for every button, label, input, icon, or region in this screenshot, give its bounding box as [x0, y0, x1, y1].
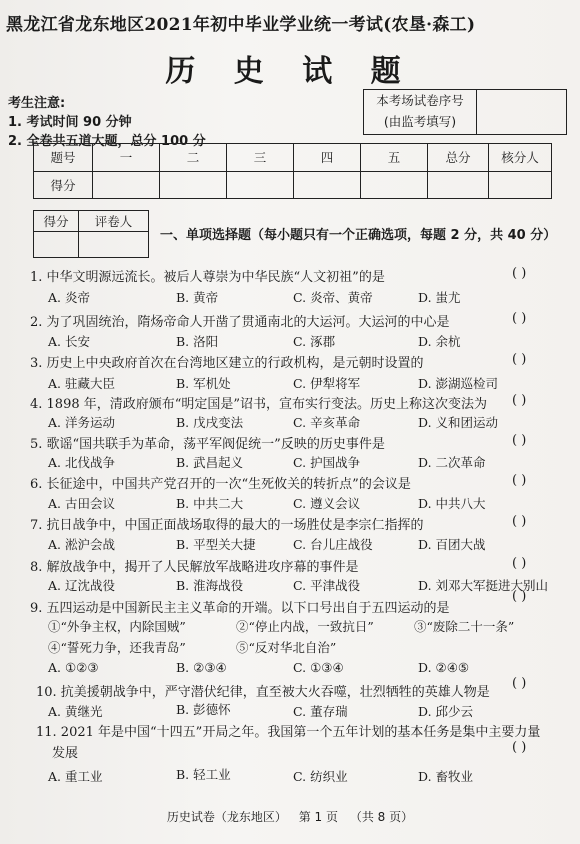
question-stem: 9. 五四运动是中国新民主主义革命的开端。以下口号出自于五四运动的是 — [30, 601, 450, 616]
notice-item-2: 2. 全卷共五道大题，总分 100 分 — [8, 134, 206, 149]
option[interactable]: C. 遵义会议 — [293, 496, 361, 511]
option[interactable]: D. 畜牧业 — [418, 769, 474, 784]
option[interactable]: A. 黄继光 — [48, 704, 103, 719]
answer-paren[interactable]: ( ) — [512, 556, 527, 571]
option[interactable]: C. 涿郡 — [293, 334, 336, 349]
grader-box — [33, 210, 149, 258]
section-one-heading: 一、单项选择题（每小题只有一个正确选项，每题 2 分，共 40 分） — [160, 228, 557, 243]
option[interactable]: B. 黄帝 — [176, 290, 219, 305]
score-header-cell: 三 — [227, 144, 294, 172]
option[interactable]: B. 淮海战役 — [176, 578, 244, 593]
option[interactable]: D. 百团大战 — [418, 537, 486, 552]
option[interactable]: B. 彭德怀 — [176, 702, 231, 717]
grader-score-label: 得分 — [34, 211, 79, 232]
question-stem: 11. 2021 年是中国“十四五”开局之年。我国第一个五年计划的基本任务是集中主要力量 — [36, 725, 541, 740]
grader-name-label: 评卷人 — [79, 211, 149, 232]
question-stem-continued: 发展 — [52, 746, 79, 761]
score-table — [33, 143, 552, 199]
option[interactable]: B. 洛阳 — [176, 334, 219, 349]
option[interactable]: A. 驻藏大臣 — [48, 376, 115, 391]
option[interactable]: A. 洋务运动 — [48, 415, 115, 430]
question-stem: 8. 解放战争中，揭开了人民解放军战略进攻序幕的事件是 — [30, 560, 359, 575]
subject-title: 历 史 试 题 — [165, 54, 415, 89]
answer-paren[interactable]: ( ) — [512, 676, 527, 691]
option[interactable]: A. 淞沪会战 — [48, 537, 115, 552]
question-stem: 5. 歌谣“国共联手为革命，荡平军阀促统一”反映的历史事件是 — [30, 437, 385, 452]
option[interactable]: C. 台儿庄战役 — [293, 537, 373, 552]
option[interactable]: A. 重工业 — [48, 769, 103, 784]
footer-page: 第 1 页 — [298, 810, 338, 824]
slogan: ④“誓死力争，还我青岛” — [48, 640, 186, 655]
option[interactable]: C. 护国战争 — [293, 455, 361, 470]
answer-paren[interactable]: ( ) — [512, 589, 527, 604]
option[interactable]: D. 余杭 — [418, 334, 461, 349]
option[interactable]: C. 董存瑞 — [293, 704, 348, 719]
score-header-cell: 总分 — [428, 144, 489, 172]
option[interactable]: C. 伊犁将军 — [293, 376, 361, 391]
grader-score-cell[interactable] — [34, 232, 79, 258]
option[interactable]: D. 义和团运动 — [418, 415, 499, 430]
option[interactable]: D. 刘邓大军挺进大别山 — [418, 578, 549, 593]
option[interactable]: C. ①③④ — [293, 660, 344, 675]
footer-total: （共 8 页） — [349, 810, 414, 824]
exam-title: 黑龙江省龙东地区2021年初中毕业学业统一考试(农垦·森工) — [6, 15, 476, 35]
score-cell[interactable] — [227, 171, 294, 199]
answer-paren[interactable]: ( ) — [512, 352, 527, 367]
serial-number-label: 本考场试卷序号 (由监考填写) — [364, 90, 477, 134]
question-stem: 4. 1898 年，清政府颁布“明定国是”诏书，宣布实行变法。历史上称这次变法为 — [30, 397, 488, 412]
score-header-cell: 题号 — [34, 144, 93, 172]
option[interactable]: A. 辽沈战役 — [48, 578, 115, 593]
score-header-cell: 五 — [361, 144, 428, 172]
option[interactable]: B. 平型关大捷 — [176, 537, 256, 552]
slogan: ③“废除二十一条” — [414, 619, 515, 634]
slogan: ②“停止内战，一致抗日” — [236, 619, 374, 634]
question-stem: 1. 中华文明源远流长。被后人尊崇为中华民族“人文初祖”的是 — [30, 270, 385, 285]
serial-number-box — [363, 89, 567, 135]
option[interactable]: D. 中共八大 — [418, 496, 486, 511]
option[interactable]: C. 纺织业 — [293, 769, 348, 784]
answer-paren[interactable]: ( ) — [512, 473, 527, 488]
option[interactable]: B. ②③④ — [176, 660, 227, 675]
option[interactable]: C. 辛亥革命 — [293, 415, 361, 430]
question-stem: 10. 抗美援朝战争中，严守潜伏纪律，直至被大火吞噬，壮烈牺牲的英雄人物是 — [36, 685, 490, 700]
answer-paren[interactable]: ( ) — [512, 311, 527, 326]
option[interactable]: B. 戊戌变法 — [176, 415, 244, 430]
option[interactable]: D. 蚩尤 — [418, 290, 461, 305]
score-cell[interactable] — [361, 171, 428, 199]
answer-paren[interactable]: ( ) — [512, 514, 527, 529]
notice-heading: 考生注意: — [8, 96, 66, 111]
grader-name-cell[interactable] — [79, 232, 149, 258]
option[interactable]: B. 武昌起义 — [176, 455, 244, 470]
option[interactable]: D. 澎湖巡检司 — [418, 376, 499, 391]
answer-paren[interactable]: ( ) — [512, 433, 527, 448]
answer-paren[interactable]: ( ) — [512, 740, 527, 755]
answer-paren[interactable]: ( ) — [512, 393, 527, 408]
question-stem: 6. 长征途中，中国共产党召开的一次“生死攸关的转折点”的会议是 — [30, 477, 411, 492]
option[interactable]: B. 轻工业 — [176, 767, 231, 782]
score-cell[interactable] — [294, 171, 361, 199]
option[interactable]: C. 炎帝、黄帝 — [293, 290, 373, 305]
question-stem: 2. 为了巩固统治，隋炀帝命人开凿了贯通南北的大运河。大运河的中心是 — [30, 315, 450, 330]
score-header-cell: 二 — [160, 144, 227, 172]
serial-number-field[interactable] — [477, 90, 566, 134]
answer-paren[interactable]: ( ) — [512, 266, 527, 281]
score-cell[interactable] — [93, 171, 160, 199]
option[interactable]: A. 北伐战争 — [48, 455, 115, 470]
score-cell[interactable] — [489, 171, 552, 199]
score-header-cell: 四 — [294, 144, 361, 172]
option[interactable]: D. 二次革命 — [418, 455, 486, 470]
option[interactable]: D. ②④⑤ — [418, 660, 470, 675]
slogan: ⑤“反对华北自治” — [236, 640, 337, 655]
option[interactable]: A. ①②③ — [48, 660, 99, 675]
score-header-cell: 核分人 — [489, 144, 552, 172]
page-footer — [0, 808, 580, 825]
option[interactable]: A. 古田会议 — [48, 496, 115, 511]
score-header-cell: 一 — [93, 144, 160, 172]
notice-item-1: 1. 考试时间 90 分钟 — [8, 115, 132, 130]
option[interactable]: A. 长安 — [48, 334, 90, 349]
question-stem: 3. 历史上中央政府首次在台湾地区建立的行政机构，是元朝时设置的 — [30, 356, 424, 371]
question-stem: 7. 抗日战争中，中国正面战场取得的最大的一场胜仗是李宗仁指挥的 — [30, 518, 424, 533]
option[interactable]: D. 邱少云 — [418, 704, 474, 719]
option[interactable]: A. 炎帝 — [48, 290, 90, 305]
score-cell[interactable] — [428, 171, 489, 199]
score-row-label: 得分 — [34, 171, 93, 199]
option[interactable]: B. 中共二大 — [176, 496, 244, 511]
option[interactable]: B. 军机处 — [176, 376, 231, 391]
score-cell[interactable] — [160, 171, 227, 199]
slogan: ①“外争主权，内除国贼” — [48, 619, 186, 634]
footer-label: 历史试卷（龙东地区） — [166, 810, 287, 824]
option[interactable]: C. 平津战役 — [293, 578, 361, 593]
